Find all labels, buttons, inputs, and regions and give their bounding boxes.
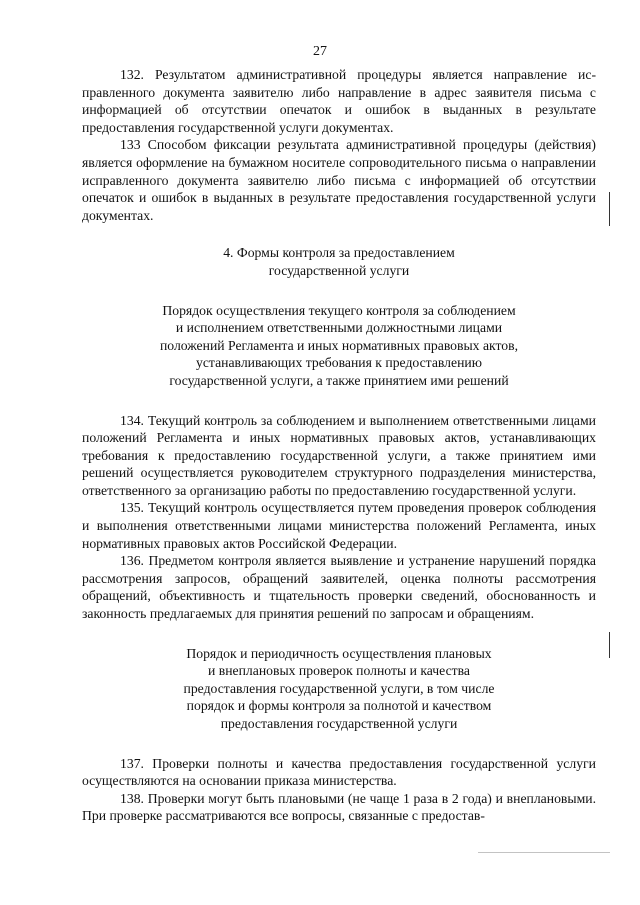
paragraph-135: 135. Текущий контроль осуществляется путем проведения проверок соблюдения и выполнения ответственными лицами министерства положений Регламента, иных нормативных правовых актов Российской Федерации. [82,500,596,551]
heading-line: государственной услуги [268,262,410,278]
current-control-subheading [82,302,596,390]
heading-line: государственной услуги, а также принятием ими решений [169,372,509,388]
section-4-heading [82,244,596,279]
heading-line: порядок и формы контроля за полнотой и качеством [186,698,492,714]
heading-line: и исполнением ответственными должностными лицами [175,320,503,336]
paragraph-134: 134. Текущий контроль за соблюдением и выполнением ответственными лицами положений Регламента и иных нормативных правовых актов, устанавливающих требования к предоставлению государственной услуги, а также принятием ими решений осуществляется руководителем структурного подразделения министерства, ответственного за организацию работы по предоставлению государственной услуги. [82,412,596,498]
paragraph-138: 138. Проверки могут быть плановыми (не чаще 1 раза в 2 года) и внеплановыми. При проверке рассматриваются все вопросы, связанные с предостав- [82,790,596,824]
paragraph-137: 137. Проверки полноты и качества предоставления государственной услуги осуществляются на основании приказа министерства. [82,755,596,789]
heading-line: предоставления государственной услуги [220,716,458,731]
margin-scan-mark [609,632,610,658]
scan-noise-line [478,852,610,853]
heading-line: Порядок осуществления текущего контроля за соблюдением [162,302,516,318]
heading-line: и внеплановых проверок полноты и качества [208,663,470,679]
heading-line: устанавливающих требования к предоставлению [196,355,482,371]
heading-line: положений Регламента и иных нормативных правовых актов, [159,337,519,353]
paragraph-136: 136. Предметом контроля является выявление и устранение нарушений порядка рассмотрения запросов, обращений заявителей, оценка полноты рассмотрения обращений, объективность и тщательность проверки сведений, обоснованность и законность предлагаемых для принятия решений по запросам и обращениям. [82,553,596,622]
heading-line: 4. Формы контроля за предоставлением [223,245,455,261]
page-number: 27 [313,44,327,59]
document-body [82,66,596,825]
margin-scan-mark [609,192,610,226]
paragraph-133: 133 Способом фиксации результата административной процедуры (действия) является оформление на бумажном носителе сопроводительного письма о направлении исправленного документа заявителю либо письма с информацией об отсутствии опечаток и ошибок в выданных в результате предоставления государственной услуги документах. [82,137,596,223]
paragraph-132: 132. Результатом административной процедуры является направление исправленного документа заявителю либо направление в адрес заявителя письма с информацией об отсутствии опечаток и ошибок в выданных в результате предоставления государственной услуги документах. [82,67,596,135]
heading-line: предоставления государственной услуги, в том числе [183,680,495,696]
heading-line: Порядок и периодичность осуществления плановых [186,645,492,661]
planned-checks-subheading [82,645,596,733]
